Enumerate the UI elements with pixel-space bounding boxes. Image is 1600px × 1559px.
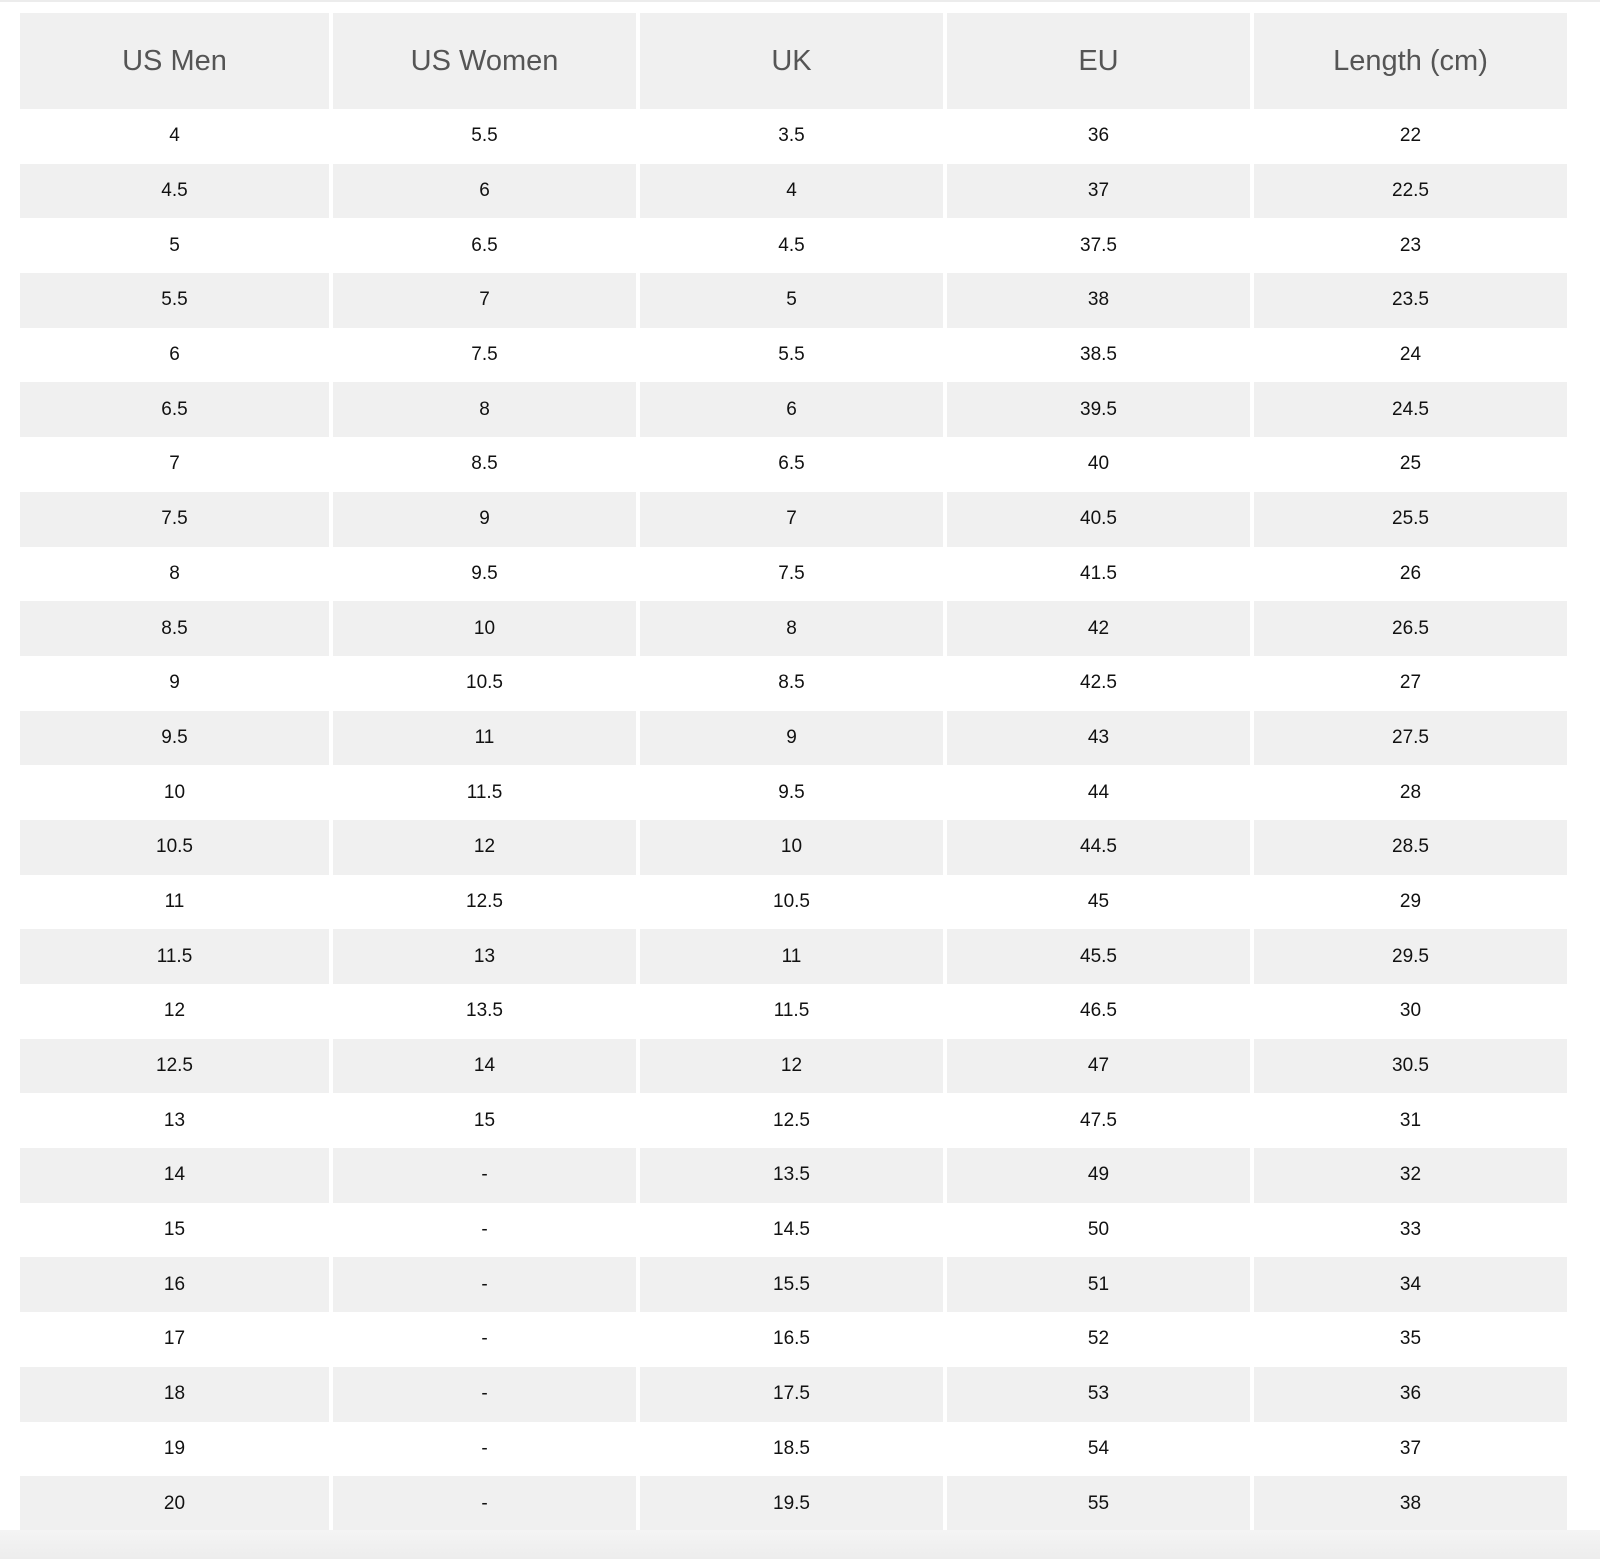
cell-us-men: 4.5 <box>20 164 331 219</box>
table-row <box>20 1148 1567 1203</box>
cell-us-women: 14 <box>331 1039 638 1094</box>
cell-us-women: 7 <box>331 273 638 328</box>
header-us-women: US Women <box>331 13 638 109</box>
table-row <box>20 1039 1567 1094</box>
cell-uk: 9 <box>638 711 945 766</box>
cell-us-women: 10 <box>331 601 638 656</box>
cell-eu: 38 <box>945 273 1252 328</box>
cell-us-women: 9 <box>331 492 638 547</box>
bottom-band <box>0 1530 1600 1559</box>
cell-us-men: 7 <box>20 437 331 492</box>
header-uk: UK <box>638 13 945 109</box>
cell-length-cm: 29 <box>1252 875 1567 930</box>
cell-length-cm: 30.5 <box>1252 1039 1567 1094</box>
cell-us-men: 13 <box>20 1093 331 1148</box>
cell-us-men: 9 <box>20 656 331 711</box>
cell-us-women: 6 <box>331 164 638 219</box>
table-row <box>20 929 1567 984</box>
cell-uk: 12.5 <box>638 1093 945 1148</box>
cell-eu: 40.5 <box>945 492 1252 547</box>
cell-eu: 49 <box>945 1148 1252 1203</box>
table-row <box>20 984 1567 1039</box>
cell-uk: 14.5 <box>638 1203 945 1258</box>
size-chart-body <box>20 109 1567 1531</box>
cell-us-women: - <box>331 1203 638 1258</box>
cell-us-women: 10.5 <box>331 656 638 711</box>
cell-length-cm: 31 <box>1252 1093 1567 1148</box>
cell-us-women: 8.5 <box>331 437 638 492</box>
cell-us-men: 8.5 <box>20 601 331 656</box>
cell-us-women: 15 <box>331 1093 638 1148</box>
cell-us-women: 7.5 <box>331 328 638 383</box>
cell-length-cm: 28 <box>1252 765 1567 820</box>
cell-eu: 44.5 <box>945 820 1252 875</box>
cell-uk: 5.5 <box>638 328 945 383</box>
cell-eu: 37.5 <box>945 218 1252 273</box>
cell-length-cm: 32 <box>1252 1148 1567 1203</box>
cell-us-women: 12 <box>331 820 638 875</box>
cell-uk: 4.5 <box>638 218 945 273</box>
cell-length-cm: 35 <box>1252 1312 1567 1367</box>
cell-us-men: 4 <box>20 109 331 164</box>
header-length-cm: Length (cm) <box>1252 13 1567 109</box>
cell-us-men: 6 <box>20 328 331 383</box>
cell-length-cm: 23 <box>1252 218 1567 273</box>
cell-length-cm: 26.5 <box>1252 601 1567 656</box>
cell-us-women: 12.5 <box>331 875 638 930</box>
cell-eu: 38.5 <box>945 328 1252 383</box>
cell-length-cm: 22.5 <box>1252 164 1567 219</box>
table-row <box>20 382 1567 437</box>
cell-length-cm: 29.5 <box>1252 929 1567 984</box>
cell-uk: 15.5 <box>638 1257 945 1312</box>
table-row <box>20 820 1567 875</box>
cell-length-cm: 25 <box>1252 437 1567 492</box>
cell-eu: 45.5 <box>945 929 1252 984</box>
cell-eu: 43 <box>945 711 1252 766</box>
header-eu: EU <box>945 13 1252 109</box>
cell-eu: 50 <box>945 1203 1252 1258</box>
cell-us-men: 19 <box>20 1422 331 1477</box>
cell-eu: 36 <box>945 109 1252 164</box>
table-row <box>20 1257 1567 1312</box>
cell-us-women: - <box>331 1422 638 1477</box>
table-row <box>20 328 1567 383</box>
cell-eu: 52 <box>945 1312 1252 1367</box>
cell-uk: 9.5 <box>638 765 945 820</box>
cell-uk: 3.5 <box>638 109 945 164</box>
cell-us-women: - <box>331 1367 638 1422</box>
cell-uk: 6.5 <box>638 437 945 492</box>
cell-us-women: 6.5 <box>331 218 638 273</box>
cell-eu: 51 <box>945 1257 1252 1312</box>
table-row <box>20 875 1567 930</box>
cell-length-cm: 26 <box>1252 547 1567 602</box>
cell-us-men: 6.5 <box>20 382 331 437</box>
cell-length-cm: 27.5 <box>1252 711 1567 766</box>
cell-us-women: 11.5 <box>331 765 638 820</box>
table-row <box>20 1093 1567 1148</box>
cell-length-cm: 38 <box>1252 1476 1567 1531</box>
cell-us-men: 15 <box>20 1203 331 1258</box>
cell-us-women: - <box>331 1257 638 1312</box>
size-chart-header <box>20 13 1567 109</box>
cell-us-men: 9.5 <box>20 711 331 766</box>
cell-uk: 5 <box>638 273 945 328</box>
table-row <box>20 437 1567 492</box>
header-us-men: US Men <box>20 13 331 109</box>
cell-eu: 40 <box>945 437 1252 492</box>
cell-length-cm: 30 <box>1252 984 1567 1039</box>
header-row <box>20 13 1567 109</box>
cell-length-cm: 27 <box>1252 656 1567 711</box>
table-row <box>20 711 1567 766</box>
cell-us-men: 5.5 <box>20 273 331 328</box>
cell-length-cm: 36 <box>1252 1367 1567 1422</box>
cell-eu: 42.5 <box>945 656 1252 711</box>
cell-uk: 11.5 <box>638 984 945 1039</box>
table-row <box>20 765 1567 820</box>
cell-us-women: 13 <box>331 929 638 984</box>
table-row <box>20 164 1567 219</box>
table-row <box>20 1203 1567 1258</box>
cell-length-cm: 34 <box>1252 1257 1567 1312</box>
cell-uk: 8 <box>638 601 945 656</box>
cell-eu: 54 <box>945 1422 1252 1477</box>
cell-eu: 41.5 <box>945 547 1252 602</box>
cell-uk: 12 <box>638 1039 945 1094</box>
cell-us-men: 11 <box>20 875 331 930</box>
cell-length-cm: 24 <box>1252 328 1567 383</box>
cell-eu: 42 <box>945 601 1252 656</box>
cell-uk: 10.5 <box>638 875 945 930</box>
cell-length-cm: 33 <box>1252 1203 1567 1258</box>
table-row <box>20 656 1567 711</box>
cell-uk: 10 <box>638 820 945 875</box>
cell-us-women: - <box>331 1148 638 1203</box>
cell-us-men: 12 <box>20 984 331 1039</box>
size-chart-table <box>20 13 1567 1531</box>
cell-us-men: 8 <box>20 547 331 602</box>
table-row <box>20 1312 1567 1367</box>
cell-us-men: 10.5 <box>20 820 331 875</box>
cell-uk: 11 <box>638 929 945 984</box>
cell-us-women: 9.5 <box>331 547 638 602</box>
cell-us-women: 5.5 <box>331 109 638 164</box>
size-chart-frame <box>20 13 1567 1530</box>
table-row <box>20 492 1567 547</box>
table-row <box>20 547 1567 602</box>
cell-uk: 6 <box>638 382 945 437</box>
cell-us-men: 12.5 <box>20 1039 331 1094</box>
cell-eu: 45 <box>945 875 1252 930</box>
cell-uk: 7.5 <box>638 547 945 602</box>
top-divider <box>0 0 1600 2</box>
cell-us-men: 14 <box>20 1148 331 1203</box>
table-row <box>20 109 1567 164</box>
cell-us-women: 11 <box>331 711 638 766</box>
table-row <box>20 273 1567 328</box>
table-row <box>20 218 1567 273</box>
cell-uk: 7 <box>638 492 945 547</box>
cell-us-men: 16 <box>20 1257 331 1312</box>
table-row <box>20 1422 1567 1477</box>
cell-uk: 4 <box>638 164 945 219</box>
cell-eu: 47 <box>945 1039 1252 1094</box>
cell-uk: 13.5 <box>638 1148 945 1203</box>
cell-uk: 8.5 <box>638 656 945 711</box>
cell-eu: 39.5 <box>945 382 1252 437</box>
cell-uk: 16.5 <box>638 1312 945 1367</box>
cell-eu: 55 <box>945 1476 1252 1531</box>
cell-eu: 53 <box>945 1367 1252 1422</box>
cell-us-men: 7.5 <box>20 492 331 547</box>
cell-length-cm: 25.5 <box>1252 492 1567 547</box>
cell-uk: 19.5 <box>638 1476 945 1531</box>
cell-us-men: 17 <box>20 1312 331 1367</box>
cell-us-men: 20 <box>20 1476 331 1531</box>
table-row <box>20 1476 1567 1531</box>
cell-eu: 47.5 <box>945 1093 1252 1148</box>
table-row <box>20 601 1567 656</box>
cell-us-men: 10 <box>20 765 331 820</box>
cell-us-women: 8 <box>331 382 638 437</box>
cell-length-cm: 28.5 <box>1252 820 1567 875</box>
cell-us-men: 5 <box>20 218 331 273</box>
cell-length-cm: 24.5 <box>1252 382 1567 437</box>
cell-uk: 17.5 <box>638 1367 945 1422</box>
cell-length-cm: 37 <box>1252 1422 1567 1477</box>
cell-us-men: 18 <box>20 1367 331 1422</box>
cell-us-women: 13.5 <box>331 984 638 1039</box>
cell-eu: 44 <box>945 765 1252 820</box>
cell-length-cm: 22 <box>1252 109 1567 164</box>
table-row <box>20 1367 1567 1422</box>
cell-us-women: - <box>331 1476 638 1531</box>
cell-us-men: 11.5 <box>20 929 331 984</box>
cell-eu: 37 <box>945 164 1252 219</box>
cell-uk: 18.5 <box>638 1422 945 1477</box>
cell-eu: 46.5 <box>945 984 1252 1039</box>
cell-us-women: - <box>331 1312 638 1367</box>
cell-length-cm: 23.5 <box>1252 273 1567 328</box>
